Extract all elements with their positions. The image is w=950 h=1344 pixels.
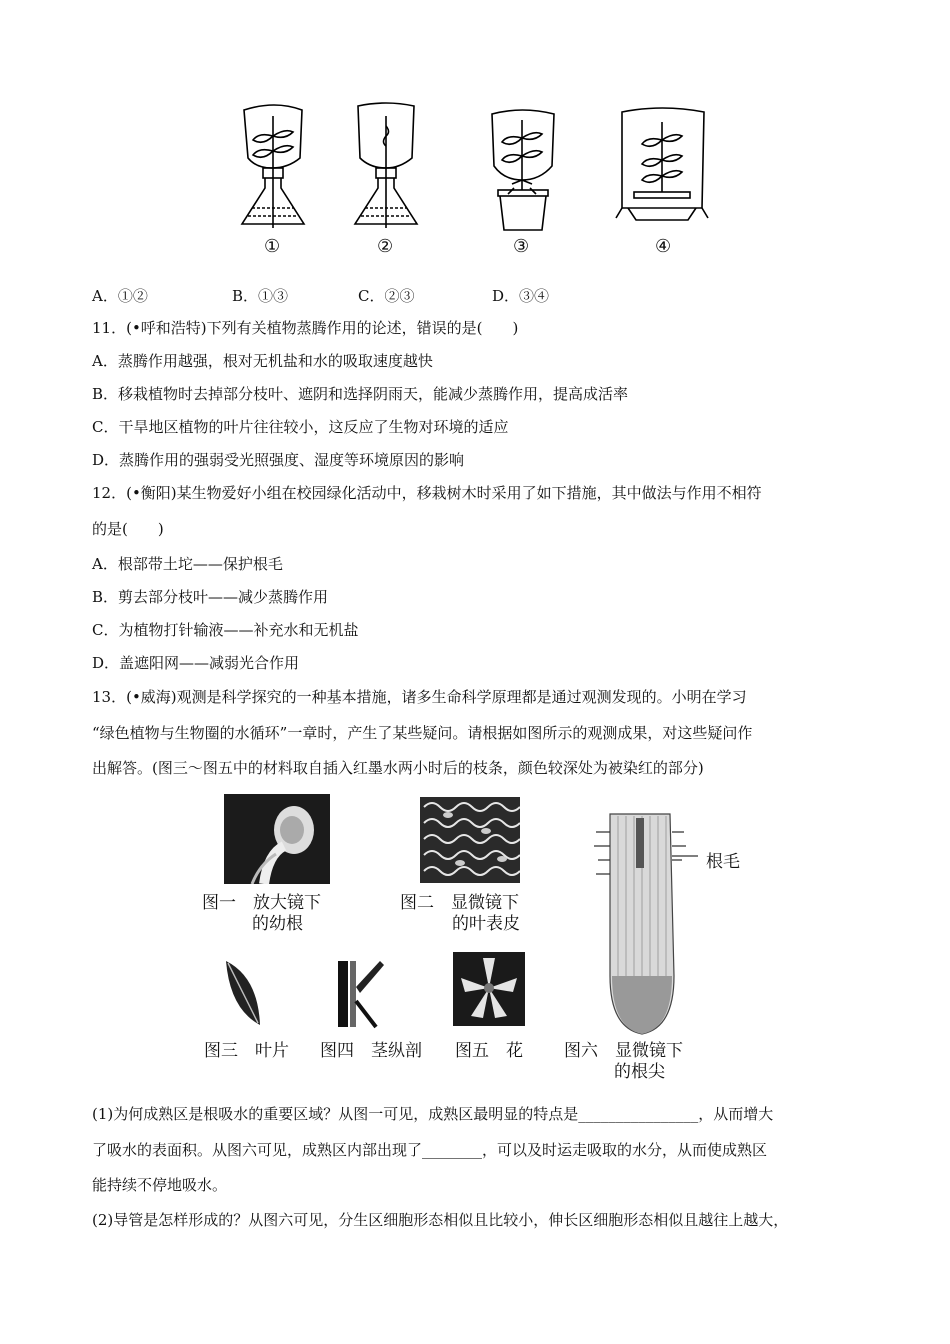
q13-line2: “绿色植物与生物圈的水循环”一章时，产生了某些疑问。请根据如图所示的观测成果，对这些疑问作 [92, 724, 753, 742]
q12-option-d: D．盖遮阳网——减弱光合作用 [92, 654, 300, 672]
figure-5-caption: 图五 花 [455, 1041, 523, 1060]
q12-option-a: A．根部带土坨——保护根毛 [92, 555, 283, 573]
q10-option-b: B．①③ [232, 287, 289, 305]
figure-2-caption-a: 图二 显微镜下 [400, 893, 519, 912]
figure-2-caption-b: 的叶表皮 [452, 914, 520, 933]
figure-1-caption-a: 图一 放大镜下 [202, 893, 321, 912]
figure-4-image [330, 957, 386, 1029]
q11-stem: 11．(•呼和浩特)下列有关植物蒸腾作用的论述，错误的是( ) [92, 319, 519, 337]
experiment-diagram [230, 96, 710, 266]
figure-5-image [453, 952, 525, 1026]
q13-line3: 出解答。(图三～图五中的材料取自插入红墨水两小时后的枝条，颜色较深处为被染红的部分) [92, 759, 704, 777]
figure-1-caption-b: 的幼根 [252, 914, 303, 933]
q10-option-c: C．②③ [358, 287, 415, 305]
figure-label-3: ③ [513, 236, 530, 257]
figure-3-caption: 图三 叶片 [204, 1041, 289, 1060]
answer-1-line3: 能持续不停地吸水。 [92, 1176, 228, 1194]
q12-stem-line2: 的是( ) [92, 520, 164, 538]
experiment-figure [230, 96, 710, 266]
figure-label-1: ① [264, 236, 281, 257]
q12-option-b: B．剪去部分枝叶——减少蒸腾作用 [92, 588, 329, 606]
q12-stem-line1: 12．(•衡阳)某生物爱好小组在校园绿化活动中，移栽树木时采用了如下措施，其中做法与作用不相符 [92, 484, 762, 502]
figure-2-image [420, 797, 520, 883]
q11-option-d: D．蒸腾作用的强弱受光照强度、湿度等环境原因的影响 [92, 451, 465, 469]
q13-line1: 13．(•威海)观测是科学探究的一种基本措施，诸多生命科学原理都是通过观测发现的。小明在学习 [92, 688, 747, 706]
figure-label-2: ② [377, 236, 394, 257]
q10-option-a: A．①② [92, 287, 148, 305]
q11-option-c: C．干旱地区植物的叶片往往较小，这反应了生物对环境的适应 [92, 418, 509, 436]
q10-option-d: D．③④ [492, 287, 550, 305]
figure-6-caption-a: 图六 显微镜下 [564, 1041, 683, 1060]
figure-1-image [224, 794, 330, 884]
figure-6-caption-b: 的根尖 [614, 1062, 665, 1081]
q11-option-a: A．蒸腾作用越强，根对无机盐和水的吸取速度越快 [92, 352, 433, 370]
q11-option-b: B．移栽植物时去掉部分枝叶、遮阴和选择阴雨天，能减少蒸腾作用，提高成活率 [92, 385, 629, 403]
answer-2-line1: (2)导管是怎样形成的？从图六可见，分生区细胞形态相似且比较小，伸长区细胞形态相似且越往上越大， [92, 1211, 789, 1229]
root-hair-label: 根毛 [706, 852, 740, 871]
answer-1-line2: 了吸水的表面积。从图六可见，成熟区内部出现了________，可以及时运走吸取的水分，从而使成熟区 [92, 1141, 768, 1159]
q12-option-c: C．为植物打针输液——补充水和无机盐 [92, 621, 359, 639]
answer-1-line1: (1)为何成熟区是根吸水的重要区域？从图一可见，成熟区最明显的特点是________________，从而增大 [92, 1105, 774, 1123]
figure-label-4: ④ [655, 236, 672, 257]
figure-4-caption: 图四 茎纵剖 [320, 1041, 422, 1060]
figure-3-image [220, 957, 266, 1029]
figure-6-image [588, 806, 698, 1040]
